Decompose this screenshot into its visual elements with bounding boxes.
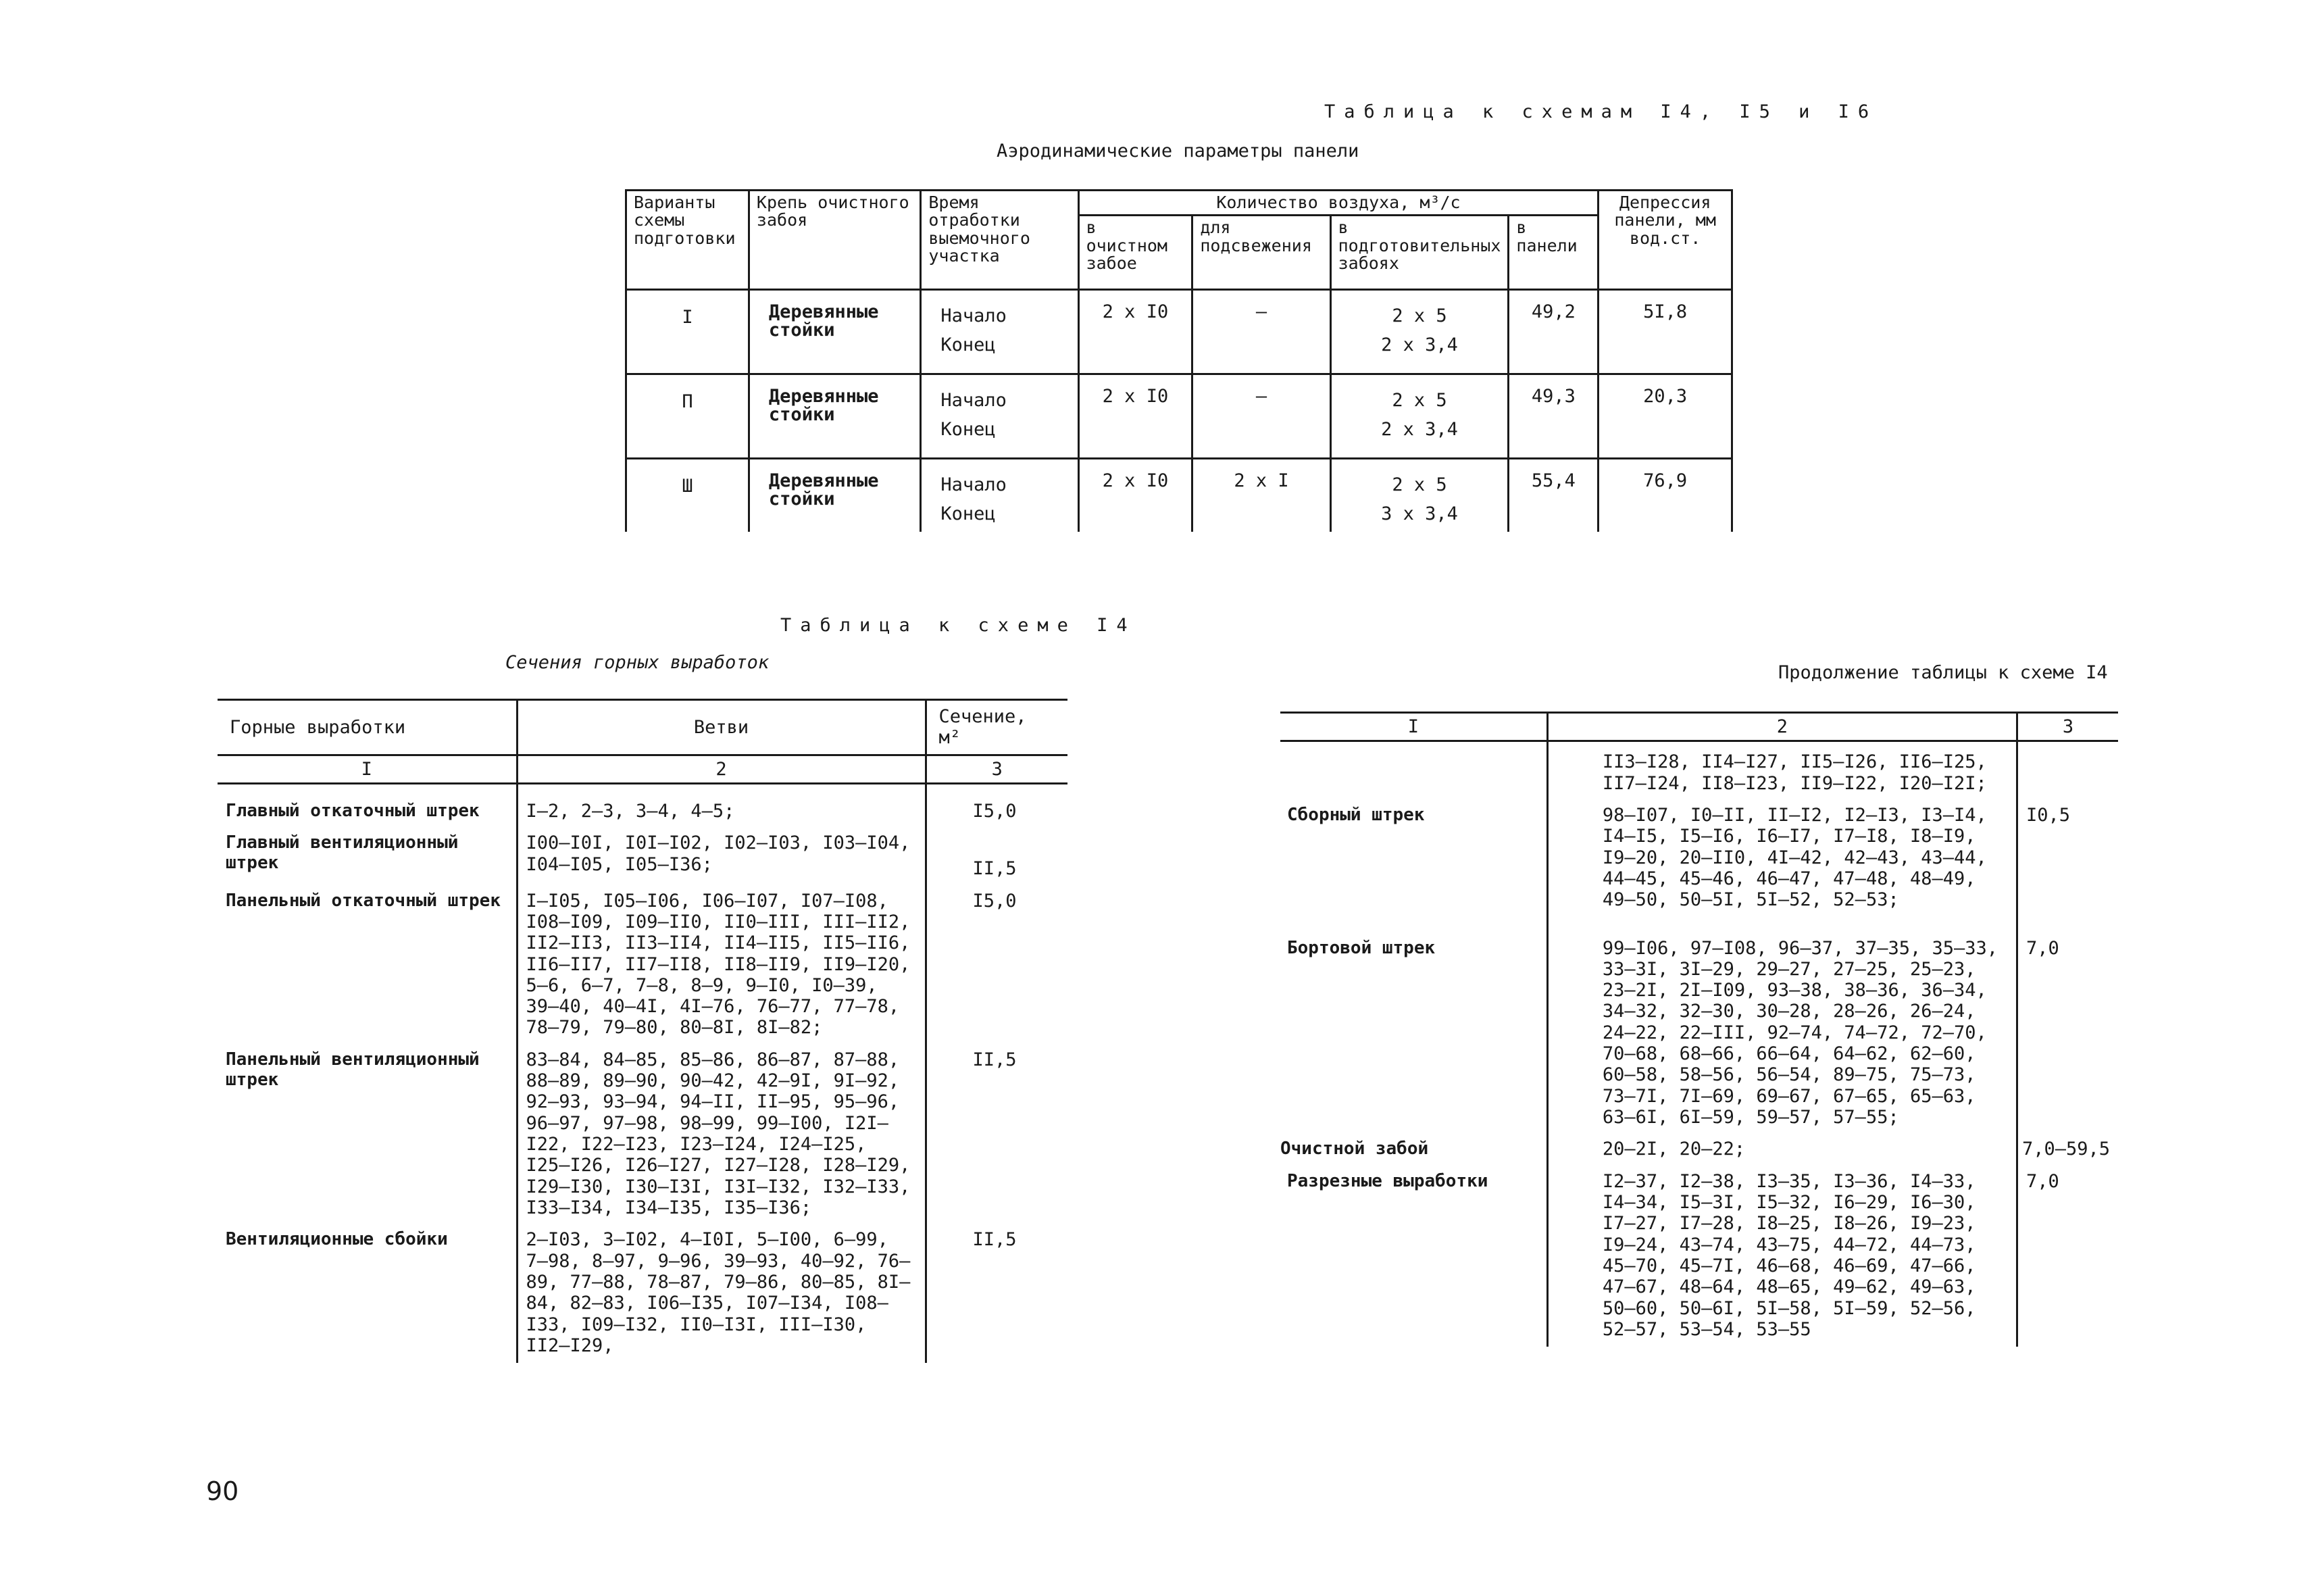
table1-caption: Таблица к схемам I4, I5 и I6 — [1324, 101, 1878, 122]
header-for-light: для подсвежения — [1192, 216, 1330, 290]
variant-cell: I — [626, 290, 749, 374]
table-row — [218, 783, 1067, 828]
header-air-quantity: Количество воздуха, м³/с — [1078, 191, 1599, 216]
working-name: Сборный штрек — [1287, 804, 1425, 825]
working-name: Разрезные выработки — [1287, 1170, 1488, 1191]
section-value: 7,0 — [2017, 918, 2118, 1135]
table-row — [1280, 1167, 2118, 1347]
header-time: Время отработки выемочного участка — [921, 191, 1078, 290]
depression-cell: 20,3 — [1599, 374, 1732, 459]
aerodynamic-parameters-table — [625, 189, 1733, 532]
depression-cell: 5I,8 — [1599, 290, 1732, 374]
table3-caption: Продолжение таблицы к схеме I4 — [1778, 662, 2108, 683]
for-light-cell: – — [1192, 290, 1330, 374]
variant-cell: Ш — [626, 459, 749, 532]
time-cell: Начало Конец — [921, 374, 1078, 459]
working-name: Вентиляционные сбойки — [226, 1229, 448, 1250]
index-3: 3 — [926, 755, 1067, 783]
header-support: Крепь очистного забоя — [749, 191, 920, 290]
index-2: 2 — [517, 755, 926, 783]
branches: I2–37, I2–38, I3–35, I3–36, I4–33, I4–34, I5–3I, I5–32, I6–29, I6–30, I7–27, I7–28, I8–25, I8–26, I9–23, I9–24, 43–74, 43–75, 44–72, 44–73, 45–70, 45–7I, 46–68, 46–69, 47–66, 47–67, 48–64, 48–65, 49–62, 49–63, 50–60, 50–6I, 5I–58, 5I–59, 52–56, 52–57, 53–54, 53–55 — [1547, 1167, 2017, 1347]
working-name — [1280, 741, 1547, 801]
support-cell: Деревянные стойки — [749, 290, 920, 374]
panel-cell: 55,4 — [1509, 459, 1599, 532]
support-cell: Деревянные стойки — [749, 374, 920, 459]
header-branches: Ветви — [517, 700, 926, 755]
header-in-prep: в подготовительных забоях — [1330, 216, 1509, 290]
time-cell: Начало Конец — [921, 290, 1078, 374]
header-in-panel: в панели — [1509, 216, 1599, 290]
header-section: Сечение, м² — [926, 700, 1067, 755]
header-workings: Горные выработки — [218, 700, 517, 755]
index-1: I — [1280, 713, 1547, 741]
section-value — [2017, 741, 2118, 801]
table-row — [1280, 801, 2118, 918]
working-name: Панельный откаточный штрек — [226, 890, 501, 911]
table-row — [218, 828, 1067, 886]
time-cell: Начало Конец — [921, 459, 1078, 532]
panel-cell: 49,3 — [1509, 374, 1599, 459]
table-row — [1280, 918, 2118, 1135]
table1-subtitle: Аэродинамические параметры панели — [997, 141, 1359, 161]
section-value: 7,0–59,5 — [2017, 1134, 2118, 1166]
prep-cell: 2 x 5 2 x 3,4 — [1330, 290, 1509, 374]
branches: 98–I07, I0–II, II–I2, I2–I3, I3–I4, I4–I5, I5–I6, I6–I7, I7–I8, I8–I9, I9–20, 20–II0, 4I–42, 42–43, 43–44, 44–45, 45–46, 46–47, 47–48, 48–49, 49–50, 50–5I, 5I–52, 52–53; — [1547, 801, 2017, 918]
for-light-cell: – — [1192, 374, 1330, 459]
section-value: II,5 — [926, 1045, 1067, 1226]
section-value: 7,0 — [2017, 1167, 2118, 1347]
depression-cell: 76,9 — [1599, 459, 1732, 532]
branches: 20–2I, 20–22; — [1547, 1134, 2017, 1166]
variant-cell: П — [626, 374, 749, 459]
section-value: II,5 — [926, 828, 1067, 886]
branches: 2–I03, 3–I02, 4–I0I, 5–I00, 6–99, 7–98, 8–97, 9–96, 39–93, 40–92, 76–89, 77–88, 78–87, 79–86, 80–85, 8I–84, 82–83, I06–I35, I07–I34, I08–I33, I09–I32, II0–I3I, III–I30, II2–I29, — [517, 1225, 926, 1363]
header-depression: Депрессия панели, мм вод.ст. — [1599, 191, 1732, 290]
table-row — [218, 1225, 1067, 1363]
prep-cell: 2 x 5 2 x 3,4 — [1330, 374, 1509, 459]
section-value: I0,5 — [2017, 801, 2118, 918]
table-row — [626, 374, 1732, 459]
working-name: Очистной забой — [1280, 1139, 1429, 1159]
working-name: Главный откаточный штрек — [226, 800, 480, 821]
table-row — [626, 459, 1732, 532]
sections-table — [218, 699, 1067, 1363]
table-row — [1280, 741, 2118, 801]
section-value: II,5 — [926, 1225, 1067, 1363]
table-row — [1280, 1134, 2118, 1166]
branches: I–I05, I05–I06, I06–I07, I07–I08, I08–I09, I09–II0, II0–III, III–II2, II2–II3, II3–II4, II4–II5, II5–II6, II6–II7, II7–II8, II8–II9, II9–I20, 5–6, 6–7, 7–8, 8–9, 9–I0, I0–39, 39–40, 40–4I, 4I–76, 76–77, 77–78, 78–79, 79–80, 80–8I, 8I–82; — [517, 887, 926, 1045]
table-row — [218, 887, 1067, 1045]
working-name: Главный вентиляционный штрек — [226, 832, 459, 874]
working-name: Бортовой штрек — [1287, 937, 1436, 958]
in-face-cell: 2 x I0 — [1078, 459, 1192, 532]
for-light-cell: 2 x I — [1192, 459, 1330, 532]
branches: II3–I28, II4–I27, II5–I26, II6–I25, II7–I24, II8–I23, II9–I22, I20–I2I; — [1547, 741, 2017, 801]
prep-cell: 2 x 5 3 x 3,4 — [1330, 459, 1509, 532]
index-3: 3 — [2017, 713, 2118, 741]
branches: 99–I06, 97–I08, 96–37, 37–35, 35–33, 33–3I, 3I–29, 29–27, 27–25, 25–23, 23–2I, 2I–I09, 93–38, 38–36, 36–34, 34–32, 32–30, 30–28, 28–26, 26–24, 24–22, 22–III, 92–74, 74–72, 72–70, 70–68, 68–66, 66–64, 64–62, 62–60, 60–58, 58–56, 56–54, 89–75, 75–73, 73–7I, 7I–69, 69–67, 67–65, 65–63, 63–6I, 6I–59, 59–57, 57–55; — [1547, 918, 2017, 1135]
section-value: I5,0 — [926, 887, 1067, 1045]
table-row — [218, 1045, 1067, 1226]
index-1: I — [218, 755, 517, 783]
index-2: 2 — [1547, 713, 2017, 741]
branches: 83–84, 84–85, 85–86, 86–87, 87–88, 88–89, 89–90, 90–42, 42–9I, 9I–92, 92–93, 93–94, 94–II, II–95, 95–96, 96–97, 97–98, 98–99, 99–I00, I2I–I22, I22–I23, I23–I24, I24–I25, I25–I26, I26–I27, I27–I28, I28–I29, I29–I30, I30–I3I, I3I–I32, I32–I33, I33–I34, I34–I35, I35–I36; — [517, 1045, 926, 1226]
panel-cell: 49,2 — [1509, 290, 1599, 374]
branches: I–2, 2–3, 3–4, 4–5; — [517, 783, 926, 828]
in-face-cell: 2 x I0 — [1078, 290, 1192, 374]
table-row — [626, 290, 1732, 374]
header-in-face: в очистном забое — [1078, 216, 1192, 290]
table2-subtitle: Сечения горных выработок — [505, 652, 770, 673]
working-name: Панельный вентиляционный штрек — [226, 1049, 480, 1090]
sections-table-continued — [1280, 712, 2118, 1347]
support-cell: Деревянные стойки — [749, 459, 920, 532]
page-number: 90 — [206, 1476, 239, 1506]
table2-caption: Таблица к схеме I4 — [780, 615, 1136, 636]
section-value: I5,0 — [926, 783, 1067, 828]
in-face-cell: 2 x I0 — [1078, 374, 1192, 459]
header-variants: Варианты схемы подготовки — [626, 191, 749, 290]
branches: I00–I0I, I0I–I02, I02–I03, I03–I04, I04–I05, I05–I36; — [517, 828, 926, 886]
